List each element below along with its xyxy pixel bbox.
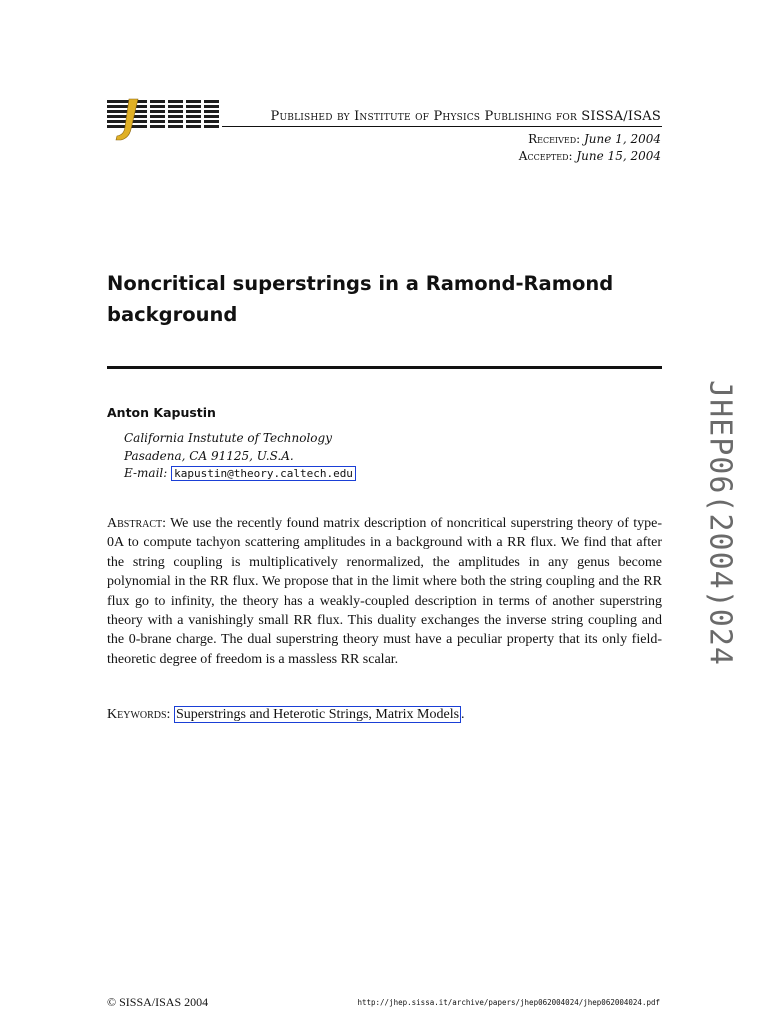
publisher-rule <box>222 126 662 127</box>
abstract-text: We use the recently found matrix description of noncritical superstring theory of type-0A to compute tachyon scattering amplitudes in a background with a RR flux. We find that after the string coupling is multiplicatively renormalized, the amplitudes in any genus become polynomial in the RR flux. We propose that in the limit where both the string coupling and the RR flux go to infinity, the theory has a weakly-coupled description in terms of another superstring theory with a vanishingly small RR flux. This duality exchanges the inverse string coupling and the 0-brane charge. The dual superstring theory must have a peculiar property that its only field-theoretic degree of freedom is a massless RR scalar. <box>107 516 662 667</box>
email-label: E-mail: <box>124 466 168 480</box>
received-label: Received: <box>528 132 581 146</box>
received-date: June 1, 2004 <box>584 132 661 146</box>
copyright: © SISSA/ISAS 2004 <box>107 995 209 1009</box>
journal-side-reference: JHEP06(2004)024 <box>702 380 738 666</box>
email-link[interactable]: kapustin@theory.caltech.edu <box>171 466 356 481</box>
accepted-row <box>519 148 661 165</box>
keywords-trailing: . <box>461 707 465 722</box>
keywords <box>107 705 465 725</box>
paper-title: Noncritical superstrings in a Ramond-Ramond background <box>107 272 614 326</box>
author-name: Anton Kapustin <box>107 405 216 420</box>
email-row <box>124 465 356 483</box>
affiliation-institution: California Instutute of Technology <box>124 431 332 445</box>
title-rule <box>107 366 662 369</box>
accepted-date: June 15, 2004 <box>576 149 661 163</box>
archive-url: http://jhep.sissa.it/archive/papers/jhep062004024/jhep062004024.pdf <box>357 998 660 1007</box>
dates-block <box>519 131 661 165</box>
keywords-label: Keywords: <box>107 707 171 722</box>
affiliation-address: Pasadena, CA 91125, U.S.A. <box>124 448 294 463</box>
abstract <box>107 514 662 669</box>
jhep-logo <box>107 97 219 143</box>
affiliation-block <box>124 430 356 483</box>
received-row <box>519 131 661 148</box>
keywords-link[interactable]: Superstrings and Heterotic Strings, Matrix Models <box>175 707 460 722</box>
accepted-label: Accepted: <box>518 149 573 163</box>
abstract-label: Abstract: <box>107 516 167 531</box>
publisher-line-text: Published by Institute of Physics Publishing for SISSA/ISAS <box>270 109 661 124</box>
